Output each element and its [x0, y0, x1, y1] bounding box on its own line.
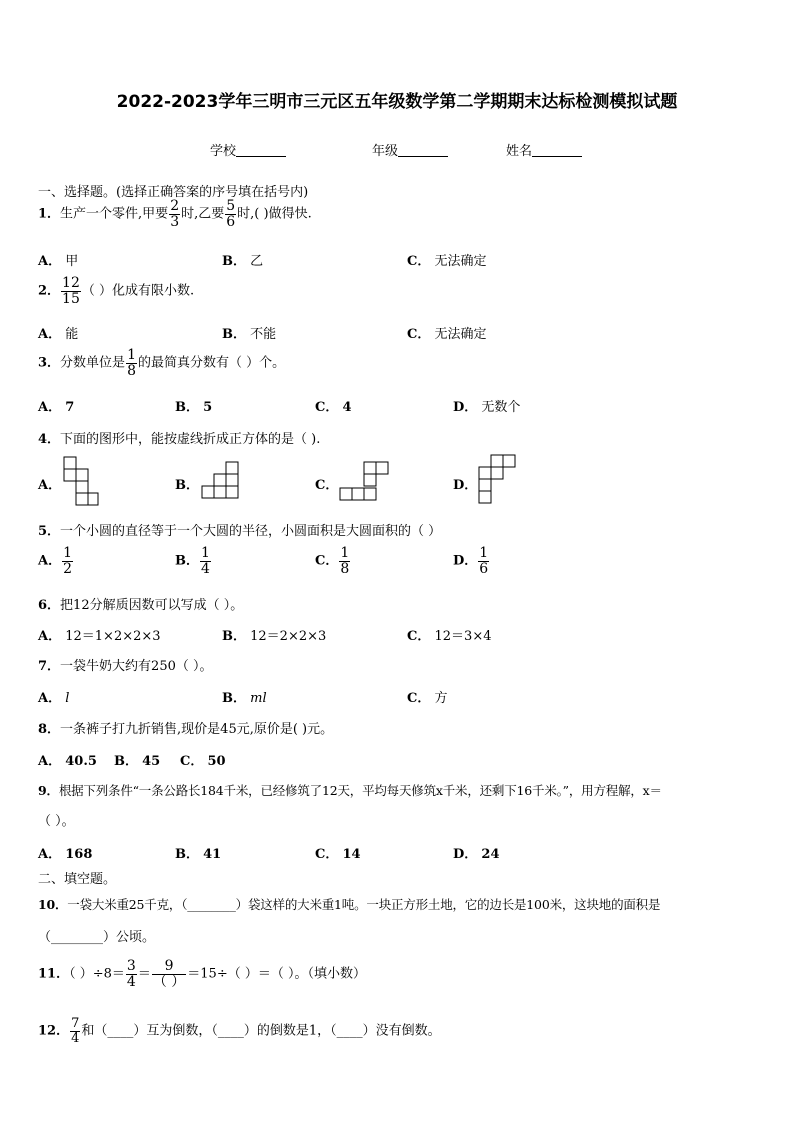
page-title: 2022-2023学年三明市三元区五年级数学第二学期期末达标检测模拟试题 [116, 92, 678, 112]
q9-d-label: D． [453, 847, 478, 862]
q7-c-label: C． [407, 691, 431, 706]
q1-option-b[interactable] [222, 250, 263, 269]
q1-text-a: 生产一个零件,甲要 [60, 206, 169, 222]
q6-a-label: A． [38, 629, 62, 644]
question-11 [38, 959, 366, 989]
q8-option-b[interactable] [114, 750, 160, 769]
q12-text: 和（____）互为倒数，（____）的倒数是1，（____）没有倒数。 [81, 1023, 441, 1039]
q3-c-label: C． [315, 400, 339, 415]
q9-option-b[interactable] [175, 843, 221, 862]
q8-option-c[interactable] [180, 750, 226, 769]
q9-b-label: B． [175, 847, 199, 862]
q2-a-text: 能 [65, 327, 79, 342]
school-field [210, 140, 286, 159]
q5-option-a[interactable] [38, 546, 74, 576]
q4-a-label: A． [38, 478, 62, 493]
q3-c-text: 4 [342, 400, 352, 415]
q3-fraction [126, 348, 137, 378]
q9-number: 9． [38, 783, 59, 798]
q1-a-label: A． [38, 254, 62, 269]
q6-a-text: 12＝1×2×2×3 [65, 629, 161, 644]
q2-a-label: A． [38, 327, 62, 342]
q1-fa-den: 3 [170, 213, 180, 230]
q11-fb-den: （ ） [152, 973, 186, 990]
q12-number: 12． [38, 1023, 70, 1039]
question-4 [38, 428, 320, 447]
q6-c-label: C． [407, 629, 431, 644]
q6-c-text: 12＝3×4 [434, 629, 492, 644]
q5-d-den: 6 [479, 560, 489, 577]
q3-a-text: 7 [65, 400, 75, 415]
q9-c-text: 14 [342, 847, 361, 862]
question-5 [38, 520, 441, 539]
q8-a-label: A． [38, 754, 62, 769]
q8-number: 8． [38, 722, 61, 737]
q6-option-c[interactable] [407, 625, 491, 644]
q2-b-label: B． [222, 327, 246, 342]
q1-text-b: 时,乙要 [181, 206, 225, 222]
q1-fb-num: 5 [226, 198, 236, 214]
q4-b-label: B． [175, 478, 199, 493]
q5-c-label: C． [315, 553, 339, 569]
q5-d-fraction [478, 546, 489, 576]
q5-b-den: 4 [201, 560, 210, 577]
q2-f-den: 15 [62, 290, 80, 307]
q5-c-fraction [339, 546, 350, 576]
question-10-cont: （________）公顷。 [38, 930, 156, 945]
q9-c-label: C． [315, 847, 339, 862]
grade-field [372, 140, 448, 159]
q11-fb-num: 9 [152, 959, 186, 975]
q3-option-a[interactable] [38, 396, 74, 415]
q7-b-text: ml [250, 691, 267, 706]
q5-option-d[interactable] [453, 546, 490, 576]
q8-c-label: C． [180, 754, 204, 769]
grade-label: 年级 [372, 144, 399, 159]
q1-option-c[interactable] [407, 250, 487, 269]
q1-fraction-b [225, 199, 236, 229]
q1-text-c: 时,( )做得快. [237, 206, 312, 222]
q5-option-b[interactable] [175, 546, 212, 576]
q3-f-num: 1 [127, 347, 136, 363]
q11-fraction-b [152, 959, 186, 989]
q8-a-text: 40.5 [65, 754, 97, 769]
q3-number: 3． [38, 355, 61, 371]
q5-d-num: 1 [479, 545, 489, 561]
q4-number: 4． [38, 432, 61, 447]
q11-eq: ＝ [137, 966, 151, 982]
q5-option-c[interactable] [315, 546, 351, 576]
q1-fb-den: 6 [226, 213, 236, 230]
q11-number: 11． [38, 966, 70, 982]
question-1 [38, 199, 312, 229]
q3-option-b[interactable] [175, 396, 212, 415]
q10-number: 10． [38, 897, 68, 912]
q4-option-c[interactable] [315, 474, 338, 493]
q9-a-text: 168 [65, 847, 93, 862]
q1-b-text: 乙 [250, 254, 264, 269]
q1-fa-num: 2 [170, 198, 180, 214]
section-1-heading: 一、选择题。(选择正确答案的序号填在括号内) [38, 185, 309, 200]
q4-c-label: C． [315, 478, 339, 493]
q8-text: 一条裤子打九折销售,现价是45元,原价是( )元。 [60, 722, 334, 737]
q6-b-label: B． [222, 629, 246, 644]
q11-text-b: ＝15÷（ ）＝（ ）。（填小数） [187, 966, 366, 982]
q5-a-den: 2 [63, 560, 73, 577]
q9-option-d[interactable] [453, 843, 500, 862]
q4-option-b[interactable] [175, 474, 199, 493]
q2-f-num: 12 [62, 275, 80, 291]
q7-a-text: l [65, 691, 70, 706]
q12-fraction [70, 1017, 80, 1045]
q11-fa-den: 4 [126, 973, 136, 990]
q1-fraction-a [169, 199, 180, 229]
q4-option-a[interactable] [38, 474, 61, 493]
q1-number: 1． [38, 206, 61, 222]
school-label: 学校 [210, 144, 237, 159]
q5-b-label: B． [175, 553, 199, 569]
q5-text: 一个小圆的直径等于一个大圆的半径，小圆面积是大圆面积的（ ） [60, 524, 442, 539]
q3-option-d[interactable] [453, 396, 520, 415]
q11-text-a: （ ）÷8＝ [69, 966, 125, 982]
q7-a-label: A． [38, 691, 62, 706]
question-12 [38, 1017, 441, 1045]
section-2-heading: 二、填空题。 [38, 872, 117, 887]
question-6 [38, 594, 243, 613]
q5-b-fraction [200, 546, 211, 576]
q2-option-a[interactable] [38, 323, 78, 342]
q1-c-text: 无法确定 [434, 254, 487, 269]
q1-a-text: 甲 [65, 254, 79, 269]
question-8 [38, 718, 333, 737]
q11-fraction-a [126, 959, 137, 989]
q7-option-c[interactable] [407, 687, 448, 706]
q2-b-text: 不能 [250, 327, 277, 342]
q2-option-c[interactable] [407, 323, 487, 342]
q8-option-a[interactable] [38, 750, 97, 769]
q12-f-den: 4 [71, 1030, 80, 1046]
question-3 [38, 348, 285, 378]
q5-a-num: 1 [63, 545, 73, 561]
q2-c-text: 无法确定 [434, 327, 487, 342]
q3-d-text: 无数个 [481, 400, 521, 415]
q3-text-a: 分数单位是 [60, 355, 126, 371]
q3-b-text: 5 [203, 400, 213, 415]
q3-text-b: 的最简真分数有（ ）个。 [137, 355, 286, 371]
q6-number: 6． [38, 598, 61, 613]
q2-number: 2． [38, 283, 61, 299]
q8-b-label: B． [114, 754, 138, 769]
q2-text: （ ）化成有限小数. [81, 283, 195, 299]
q5-c-num: 1 [340, 545, 350, 561]
q6-b-text: 12＝2×2×3 [250, 629, 327, 644]
q4-net-c [338, 460, 390, 502]
school-blank [236, 144, 286, 157]
q5-a-label: A． [38, 553, 62, 569]
q4-option-d[interactable] [453, 474, 477, 493]
q8-c-text: 50 [207, 754, 226, 769]
q4-d-label: D． [453, 478, 478, 493]
grade-blank [398, 144, 448, 157]
q4-net-a [62, 455, 100, 509]
q5-number: 5． [38, 524, 61, 539]
q2-fraction [61, 276, 81, 306]
q3-d-label: D． [453, 400, 478, 415]
q5-a-fraction [62, 546, 73, 576]
q2-option-b[interactable] [222, 323, 276, 342]
q9-a-label: A． [38, 847, 62, 862]
q5-c-den: 8 [340, 560, 350, 577]
q6-option-a[interactable] [38, 625, 161, 644]
q5-d-label: D． [453, 553, 478, 569]
name-field [506, 140, 582, 159]
q9-option-a[interactable] [38, 843, 92, 862]
q1-b-label: B． [222, 254, 246, 269]
q3-f-den: 8 [127, 362, 136, 379]
q3-option-c[interactable] [315, 396, 352, 415]
name-label: 姓名 [506, 144, 533, 159]
q6-option-b[interactable] [222, 625, 326, 644]
q10-text-a: 一袋大米重25千克，（________）袋这样的大米重1吨。一块正方形土地，它的边长是100米，这块地的面积是 [67, 897, 661, 912]
q1-option-a[interactable] [38, 250, 78, 269]
q7-b-label: B． [222, 691, 246, 706]
q3-a-label: A． [38, 400, 62, 415]
q9-option-c[interactable] [315, 843, 361, 862]
question-9-cont: （ ）。 [38, 814, 75, 829]
question-10 [38, 895, 660, 913]
q9-b-text: 41 [203, 847, 222, 862]
name-blank [532, 144, 582, 157]
q2-c-label: C． [407, 327, 431, 342]
q3-b-label: B． [175, 400, 199, 415]
q1-c-label: C． [407, 254, 431, 269]
question-9 [38, 781, 662, 799]
q9-d-text: 24 [481, 847, 500, 862]
q12-f-num: 7 [71, 1016, 80, 1031]
q7-number: 7． [38, 659, 61, 674]
q7-option-b[interactable] [222, 687, 267, 706]
q7-c-text: 方 [434, 691, 448, 706]
q7-option-a[interactable] [38, 687, 69, 706]
q4-text: 下面的图形中，能按虚线折成正方体的是（ ). [60, 432, 321, 447]
q5-b-num: 1 [201, 545, 210, 561]
q9-text-a: 根据下列条件“一条公路长184千米，已经修筑了12天，平均每天修筑x千米，还剩下16千米。”，用方程解，x＝ [58, 783, 662, 798]
question-2 [38, 276, 194, 306]
q7-text: 一袋牛奶大约有250（ ）。 [60, 659, 213, 674]
q6-text: 把12分解质因数可以写成（ ）。 [60, 598, 244, 613]
q4-net-d [477, 453, 517, 507]
q8-b-text: 45 [142, 754, 161, 769]
q11-fa-num: 3 [126, 958, 136, 974]
question-7 [38, 655, 213, 674]
q4-net-b [200, 460, 240, 500]
